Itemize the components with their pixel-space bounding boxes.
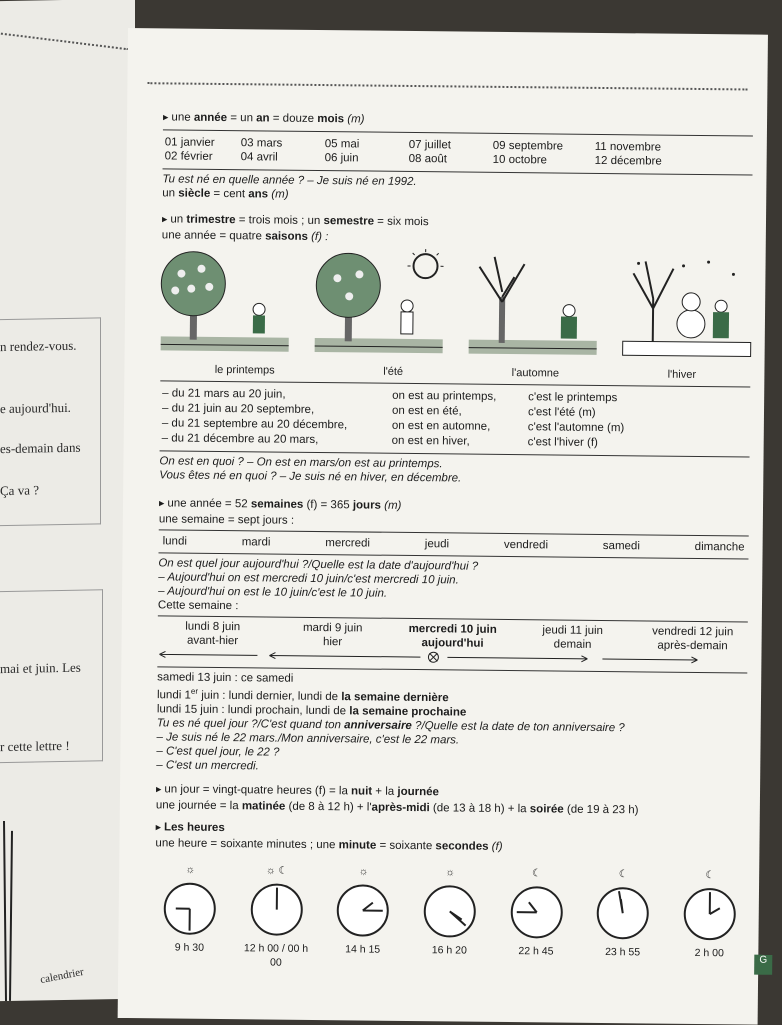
date-range: – du 21 juin au 20 septembre, (161, 402, 315, 416)
next-week-line: lundi 15 juin : lundi prochain, lundi de la semaine prochaine (156, 703, 467, 719)
century-line: un siècle = cent ans (m) (162, 187, 289, 201)
month: 09 septembre (492, 139, 564, 153)
date-range: – du 21 décembre au 20 mars, (161, 432, 319, 447)
day-section (156, 782, 746, 818)
weeks-heading: ▶ une année = 52 semaines (f) = 365 jours (m) (159, 496, 749, 518)
day-heading: ▶ un jour = vingt-quatre heures (f) = la nuit + la journée (156, 782, 746, 804)
seasons-illustrations (161, 248, 752, 364)
clock-item (501, 862, 572, 973)
autumn-illustration (469, 252, 598, 363)
clock-face (161, 880, 218, 937)
weekdays-row (159, 533, 749, 555)
clocks-row (154, 858, 745, 974)
left-text-line: mai et juin. Les (0, 659, 81, 677)
weekday: samedi (602, 540, 640, 553)
clock-face (421, 883, 478, 940)
left-text-line: r cette lettre ! (0, 737, 70, 755)
weekday: mardi (241, 536, 271, 549)
seasons-subheading: une année = quatre saisons (f) : (161, 229, 329, 244)
season-phrase: on est en hiver, (391, 434, 470, 448)
month: 11 novembre (594, 140, 662, 154)
sun-moon-icon: ☼ ☾ (265, 864, 288, 877)
date-answer: – Aujourd'hui on est le 10 juin/c'est le 10 juin. (158, 585, 388, 600)
winter-illustration (623, 253, 752, 364)
week-day-cell: vendredi 12 juin après-demain (652, 625, 734, 653)
clock-item (241, 859, 312, 970)
month: 04 avril (240, 151, 278, 164)
date-range: – du 21 septembre au 20 décembre, (161, 417, 348, 432)
season-labels (160, 362, 750, 382)
month: 10 octobre (492, 153, 548, 167)
season-phrase: c'est l'automne (m) (527, 421, 625, 435)
season-question: Vous êtes né en quoi ? – Je suis né en hiver, en décembre. (159, 469, 462, 485)
date-range: – du 21 mars au 20 juin, (162, 387, 286, 401)
week-day-cell: mercredi 10 juin aujourd'hui (408, 622, 497, 650)
clock-time: 16 h 20 (431, 944, 467, 957)
weeks-section (156, 496, 749, 778)
season-label: l'automne (511, 367, 560, 380)
month: 01 janvier (164, 136, 215, 149)
spring-illustration (161, 248, 290, 359)
vocabulary-content (154, 110, 753, 980)
left-text-line: e aujourd'hui. (0, 399, 71, 417)
summer-illustration (315, 250, 444, 361)
month: 02 février (164, 150, 213, 163)
week-day-cell: lundi 8 juin avant-hier (185, 620, 241, 648)
clock-face (681, 886, 738, 943)
week-day-cell: jeudi 11 juin demain (542, 624, 604, 651)
clock-time: 12 h 00 / 00 h 00 (243, 942, 309, 969)
clock-item (674, 864, 745, 975)
clock-item (327, 860, 398, 971)
year-question: Tu est né en quelle année ? – Je suis né en 1992. (162, 173, 417, 189)
weekday: jeudi (424, 538, 450, 551)
clock-item (154, 858, 225, 969)
left-page (0, 0, 135, 1001)
moon-icon: ☾ (618, 868, 629, 881)
saturday-line: samedi 13 juin : ce samedi (157, 671, 294, 685)
left-text-line: es-demain dans (0, 439, 81, 457)
sun-icon: ☼ (358, 865, 369, 878)
month: 05 mai (324, 138, 360, 151)
weekday: mercredi (325, 537, 371, 550)
season-phrase: c'est l'hiver (f) (527, 436, 598, 449)
clock-time: 2 h 00 (694, 946, 724, 960)
weekday: vendredi (503, 538, 549, 552)
date-question: On est quel jour aujourd'hui ?/Quelle est la date d'aujourd'hui ? (158, 557, 479, 573)
clock-time: 23 h 55 (605, 945, 641, 959)
season-phrase: on est au printemps, (392, 389, 497, 403)
clock-face (508, 884, 565, 941)
weekday: dimanche (694, 540, 745, 554)
dotted-rule (0, 31, 129, 50)
date-answer: – Aujourd'hui on est mercredi 10 juin/c'est mercredi 10 juin. (158, 571, 459, 587)
hours-heading: ▶ Les heures (156, 820, 746, 842)
left-footer: calendrier (39, 965, 85, 987)
clock-item (414, 861, 485, 972)
clock-face (335, 882, 392, 939)
weeks-subheading: une semaine = sept jours : (158, 513, 295, 527)
left-text-line: Ça va ? (0, 482, 39, 499)
months-table (163, 133, 753, 171)
clock-time: 14 h 15 (345, 943, 381, 956)
month: 03 mars (240, 137, 283, 150)
day-parts-line: une journée = la matinée (de 8 à 12 h) + l'après-midi (de 13 à 18 h) + la soirée (de 19 à 23 h) (155, 799, 639, 817)
season-phrase: c'est l'été (m) (527, 406, 596, 419)
season-label: le printemps (214, 363, 275, 377)
season-question: On est en quoi ? – On est en mars/on est au printemps. (159, 455, 443, 471)
this-week-label: Cette semaine : (157, 599, 239, 613)
month: 08 août (408, 152, 448, 166)
clock-face (595, 885, 652, 942)
hours-section (154, 820, 746, 974)
season-phrase: on est en automne, (391, 419, 491, 433)
season-label: l'été (383, 365, 404, 378)
clock-time: 9 h 30 (174, 941, 205, 954)
year-section (162, 110, 753, 206)
birthday-answer: – C'est un mercredi. (156, 759, 259, 773)
page-tab: G (754, 955, 772, 975)
seasons-section (159, 212, 752, 488)
season-dates-table (160, 384, 751, 453)
birthday-question: Tu es né quel jour ?/C'est quand ton anniversaire ?/Quelle est la date de ton anniversaire ? (156, 717, 625, 735)
clock-face (248, 881, 305, 938)
dotted-rule (147, 82, 747, 90)
week-day-cell: mardi 9 juin hier (302, 621, 363, 649)
weekday: lundi (162, 535, 187, 548)
season-phrase: c'est le printemps (528, 391, 618, 405)
clock-item (587, 863, 658, 974)
sun-icon: ☼ (445, 866, 456, 879)
moon-icon: ☾ (705, 868, 715, 882)
left-text-line: n rendez-vous. (0, 337, 77, 355)
last-week-line: lundi 1er juin : lundi dernier, lundi de la semaine dernière (156, 686, 449, 705)
season-label: l'hiver (667, 368, 697, 381)
birthday-answer: – C'est quel jour, le 22 ? (156, 745, 280, 759)
seasons-heading: ▶ un trimestre = trois mois ; un semestre = six mois (162, 212, 752, 234)
season-phrase: on est en été, (391, 404, 462, 418)
year-heading: ▶ une année = un an = douze mois (m) (163, 110, 753, 132)
sun-icon: ☼ (185, 863, 196, 876)
clock-time: 22 h 45 (518, 944, 554, 958)
plant-drawing (0, 821, 18, 1001)
birthday-answer: – Je suis né le 22 mars./Mon anniversaire, c'est le 22 mars. (156, 731, 460, 747)
month: 07 juillet (408, 138, 452, 152)
hours-line: une heure = soixante minutes ; une minute = soixante secondes (f) (155, 837, 503, 853)
month: 06 juin (324, 152, 359, 165)
right-page (118, 28, 768, 1025)
moon-icon: ☾ (532, 867, 542, 880)
month: 12 décembre (594, 154, 662, 168)
